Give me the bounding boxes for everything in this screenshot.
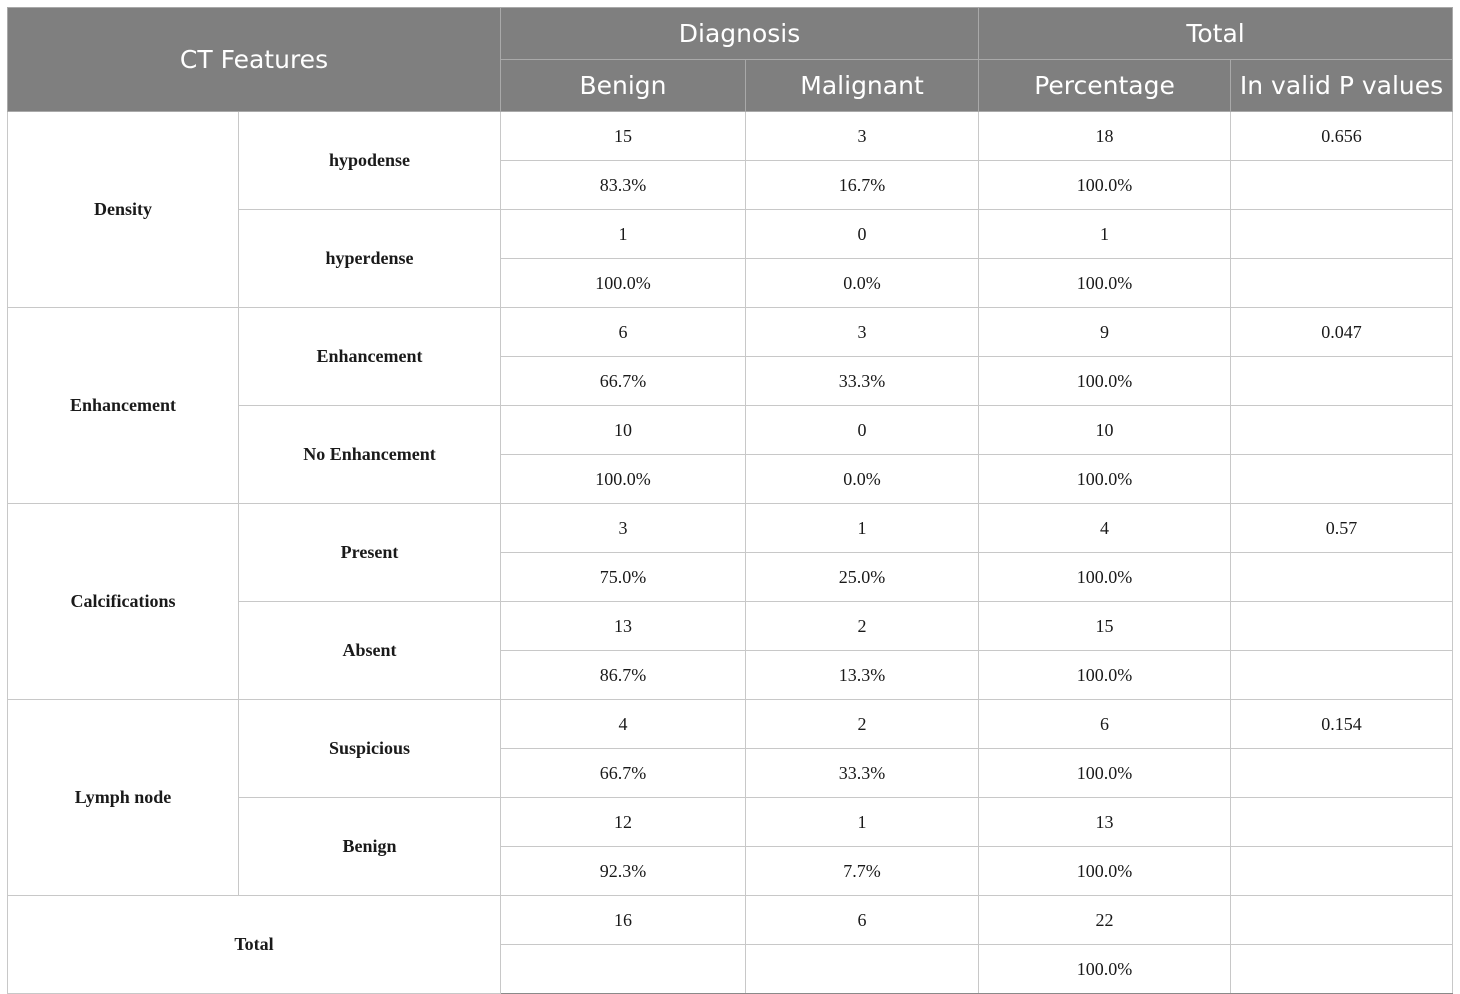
p-value: 0.154	[1231, 700, 1453, 749]
count-benign: 6	[501, 308, 746, 357]
pct-malignant: 7.7%	[746, 847, 979, 896]
pct-benign: 92.3%	[501, 847, 746, 896]
group-label-lymph-node: Lymph node	[8, 700, 239, 896]
pct-malignant: 0.0%	[746, 455, 979, 504]
count-malignant: 0	[746, 406, 979, 455]
pct-benign: 100.0%	[501, 455, 746, 504]
count-total: 4	[979, 504, 1231, 553]
count-total: 15	[979, 602, 1231, 651]
empty-cell	[1231, 455, 1453, 504]
table-header	[8, 8, 1453, 112]
group-label-density: Density	[8, 112, 239, 308]
ct-features-table	[7, 7, 1453, 994]
row-label: Suspicious	[239, 700, 501, 798]
empty-cell	[1231, 602, 1453, 651]
count-total: 10	[979, 406, 1231, 455]
header-percentage: Percentage	[979, 60, 1231, 112]
pct-benign: 66.7%	[501, 357, 746, 406]
pct-benign: 83.3%	[501, 161, 746, 210]
empty-cell	[1231, 896, 1453, 945]
table-row	[8, 112, 1453, 161]
p-value: 0.656	[1231, 112, 1453, 161]
header-ct-features: CT Features	[8, 8, 501, 112]
row-label: No Enhancement	[239, 406, 501, 504]
count-total: 13	[979, 798, 1231, 847]
count-benign: 3	[501, 504, 746, 553]
pct-total: 100.0%	[979, 259, 1231, 308]
count-malignant: 3	[746, 112, 979, 161]
table-row	[8, 896, 1453, 945]
count-malignant: 2	[746, 602, 979, 651]
row-label: Present	[239, 504, 501, 602]
empty-cell	[1231, 945, 1453, 994]
pct-total: 100.0%	[979, 651, 1231, 700]
pct-total: 100.0%	[979, 455, 1231, 504]
count-benign: 12	[501, 798, 746, 847]
total-count-malignant: 6	[746, 896, 979, 945]
count-benign: 1	[501, 210, 746, 259]
empty-cell	[1231, 749, 1453, 798]
empty-cell	[1231, 553, 1453, 602]
header-p-values: In valid P values	[1231, 60, 1453, 112]
count-total: 9	[979, 308, 1231, 357]
total-pct-total: 100.0%	[979, 945, 1231, 994]
total-count-total: 22	[979, 896, 1231, 945]
count-benign: 4	[501, 700, 746, 749]
empty-cell	[1231, 161, 1453, 210]
count-malignant: 0	[746, 210, 979, 259]
pct-total: 100.0%	[979, 161, 1231, 210]
count-total: 18	[979, 112, 1231, 161]
header-benign: Benign	[501, 60, 746, 112]
row-label: Enhancement	[239, 308, 501, 406]
pct-malignant: 25.0%	[746, 553, 979, 602]
pct-total: 100.0%	[979, 847, 1231, 896]
count-malignant: 1	[746, 504, 979, 553]
pct-malignant: 0.0%	[746, 259, 979, 308]
empty-cell	[1231, 259, 1453, 308]
total-count-benign: 16	[501, 896, 746, 945]
pct-malignant: 33.3%	[746, 357, 979, 406]
pct-total: 100.0%	[979, 357, 1231, 406]
header-diagnosis: Diagnosis	[501, 8, 979, 60]
empty-cell	[1231, 210, 1453, 259]
table-body	[8, 112, 1453, 994]
group-label-calcifications: Calcifications	[8, 504, 239, 700]
count-benign: 10	[501, 406, 746, 455]
table-row	[8, 308, 1453, 357]
pct-total: 100.0%	[979, 553, 1231, 602]
row-label: hyperdense	[239, 210, 501, 308]
p-value: 0.047	[1231, 308, 1453, 357]
pct-malignant: 33.3%	[746, 749, 979, 798]
count-malignant: 1	[746, 798, 979, 847]
count-total: 1	[979, 210, 1231, 259]
empty-cell	[1231, 798, 1453, 847]
count-benign: 15	[501, 112, 746, 161]
pct-total: 100.0%	[979, 749, 1231, 798]
p-value: 0.57	[1231, 504, 1453, 553]
empty-cell	[1231, 651, 1453, 700]
row-label: hypodense	[239, 112, 501, 210]
group-label-enhancement: Enhancement	[8, 308, 239, 504]
row-label: Absent	[239, 602, 501, 700]
header-malignant: Malignant	[746, 60, 979, 112]
table-row	[8, 504, 1453, 553]
empty-cell	[501, 945, 746, 994]
pct-benign: 66.7%	[501, 749, 746, 798]
pct-malignant: 16.7%	[746, 161, 979, 210]
empty-cell	[1231, 357, 1453, 406]
count-malignant: 2	[746, 700, 979, 749]
empty-cell	[1231, 406, 1453, 455]
header-total: Total	[979, 8, 1453, 60]
empty-cell	[1231, 847, 1453, 896]
pct-benign: 86.7%	[501, 651, 746, 700]
count-malignant: 3	[746, 308, 979, 357]
pct-benign: 75.0%	[501, 553, 746, 602]
pct-benign: 100.0%	[501, 259, 746, 308]
pct-malignant: 13.3%	[746, 651, 979, 700]
count-total: 6	[979, 700, 1231, 749]
table-row	[8, 700, 1453, 749]
row-label: Benign	[239, 798, 501, 896]
total-label: Total	[8, 896, 501, 994]
empty-cell	[746, 945, 979, 994]
count-benign: 13	[501, 602, 746, 651]
